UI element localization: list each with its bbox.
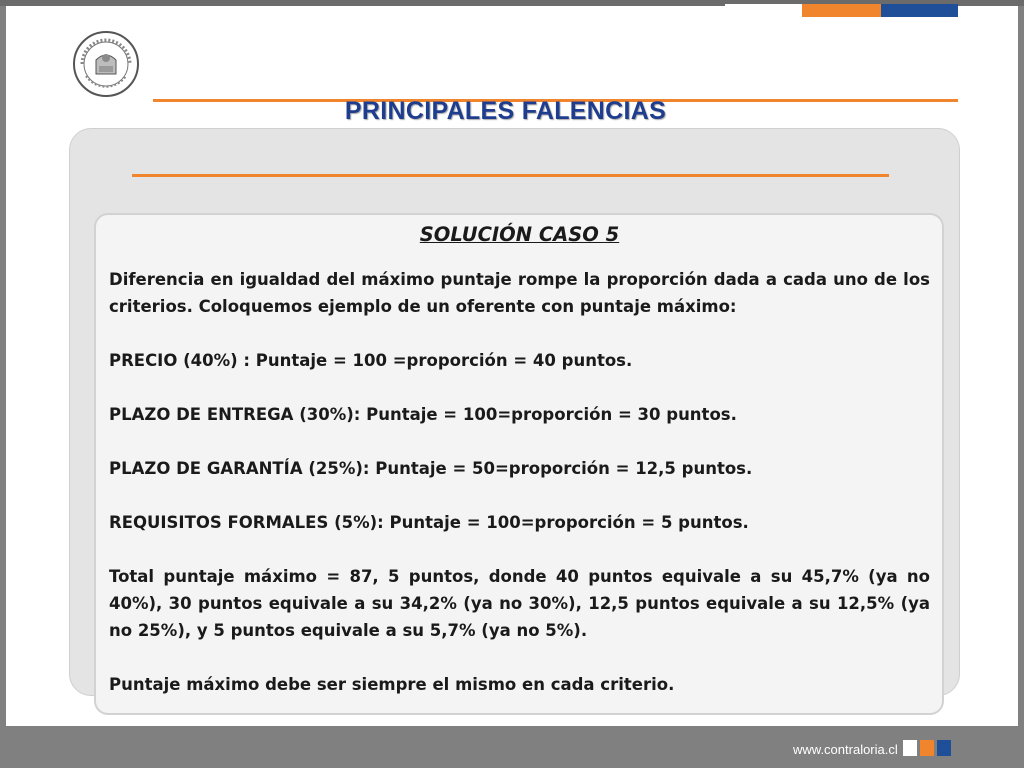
header-accent-white bbox=[725, 4, 802, 12]
footer-square-orange bbox=[920, 740, 934, 756]
criterion-line: PRECIO (40%) : Puntaje = 100 =proporción = 40 puntos. bbox=[109, 351, 633, 370]
content-text bbox=[109, 220, 930, 698]
criterion-line: REQUISITOS FORMALES (5%): Puntaje = 100=proporción = 5 puntos. bbox=[109, 513, 749, 532]
criterion-line: PLAZO DE GARANTÍA (25%): Puntaje = 50=proporción = 12,5 puntos. bbox=[109, 459, 753, 478]
page-title: PRINCIPALES FALENCIAS bbox=[344, 97, 667, 125]
header-accent-orange bbox=[802, 4, 881, 17]
footer-url: www.contraloria.cl bbox=[793, 742, 898, 757]
conclusion-paragraph: Puntaje máximo debe ser siempre el mismo en cada criterio. bbox=[109, 675, 675, 694]
panel-divider-line bbox=[132, 174, 889, 177]
footer-square-blue bbox=[937, 740, 951, 756]
case-subheading: SOLUCIÓN CASO 5 bbox=[419, 223, 620, 246]
header-accent-blue bbox=[881, 4, 958, 17]
contraloria-seal-logo bbox=[72, 30, 140, 98]
intro-paragraph: Diferencia en igualdad del máximo puntaje rompe la proporción dada a cada uno de los criterios. Coloquemos ejemplo de un oferente con puntaje máximo: bbox=[109, 270, 930, 316]
criterion-line: PLAZO DE ENTREGA (30%): Puntaje = 100=proporción = 30 puntos. bbox=[109, 405, 737, 424]
total-paragraph: Total puntaje máximo = 87, 5 puntos, donde 40 puntos equivale a su 45,7% (ya no 40%), 30 puntos equivale a su 34,2% (ya no 30%), 12,5 puntos equivale a su 12,5% (ya no 25%), y 5 puntos equivale a su 5,7% (ya no 5%). bbox=[109, 567, 930, 640]
footer-square-white bbox=[903, 740, 917, 756]
